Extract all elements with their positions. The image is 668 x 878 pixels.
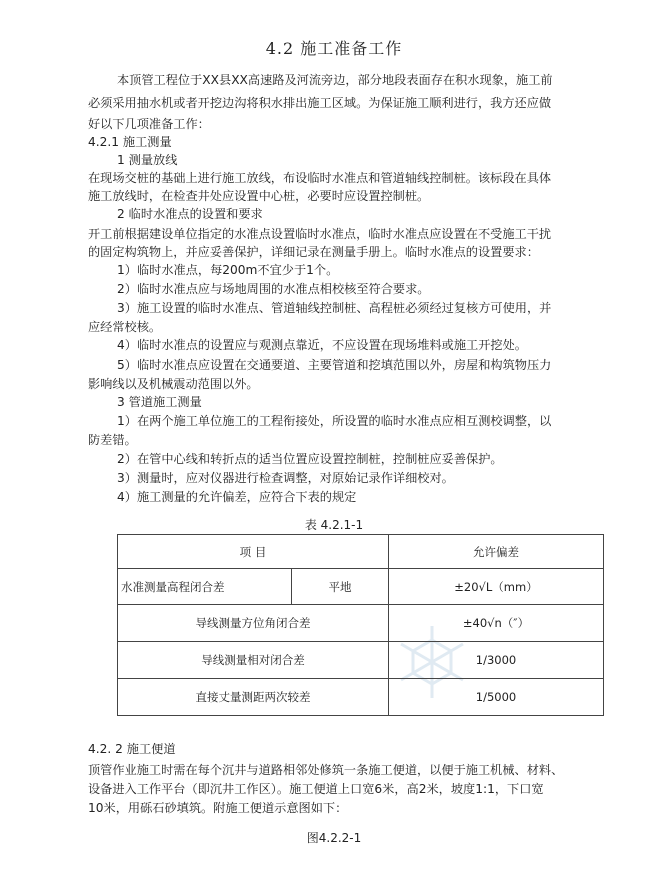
table-header-row [118,535,604,569]
intro-line: 本顶管工程位于XX县XX高速路及河流旁边，部分地段表面存在积水现象，施工前 [117,73,553,87]
cell-allow: 1/5000 [389,679,604,716]
list-item: 4）临时水准点的设置应与观测点靠近，不应设置在现场堆料或施工开挖处。 [117,338,527,352]
list-item: 3）施工设置的临时水准点、管道轴线控制桩、高程桩必须经过复核方可使用，并 [117,301,552,315]
subheading-2: 2 临时水准点的设置和要求 [117,207,263,221]
table-row [118,679,604,716]
paragraph-line: 10米，用砾石砂填筑。附施工便道示意图如下： [88,801,348,815]
cell-item: 水准测量高程闭合差 [118,569,292,605]
list-item: 应经常校核。 [88,320,162,334]
cell-item: 导线测量方位角闭合差 [118,605,389,642]
table-row [118,642,604,679]
header-allow-cell: 允许偏差 [389,535,604,569]
heading-4-2-1: 4.2.1 施工测量 [88,135,172,149]
heading-4-2-2: 4.2. 2 施工便道 [88,742,176,756]
intro-line: 必须采用抽水机或者开挖边沟将积水排出施工区域。为保证施工顺利进行，我方还应做 [88,96,552,110]
header-item-cell: 项 目 [118,535,389,569]
cell-sub: 平地 [292,569,389,605]
list-item: 1）临时水准点，每200m不宜少于1个。 [117,263,339,277]
list-item: 2）临时水准点应与场地周围的水准点相校核至符合要求。 [117,282,430,296]
subheading-1: 1 测量放线 [117,153,178,167]
list-item: 4）施工测量的允许偏差，应符合下表的规定 [117,490,357,504]
paragraph-line: 施工放线时，在检查井处应设置中心桩，必要时应设置控制桩。 [88,189,430,203]
list-item: 3）测量时，应对仪器进行检查调整，对原始记录作详细校对。 [117,471,454,485]
paragraph-line: 的固定构筑物上，并应妥善保护，详细记录在测量手册上。临时水准点的设置要求： [88,245,539,259]
cell-allow: ±20√L（mm） [389,569,604,605]
list-item: 5）临时水准点应设置在交通要道、主要管道和挖填范围以外，房屋和构筑物压力 [117,358,552,372]
cell-allow: 1/3000 [389,642,604,679]
list-item: 2）在管中心线和转折点的适当位置应设置控制桩，控制桩应妥善保护。 [117,452,503,466]
list-item: 影响线以及机械震动范围以外。 [88,377,259,391]
figure-caption: 图4.2.2-1 [306,831,362,845]
intro-line: 好以下几项准备工作： [88,117,210,131]
paragraph-line: 顶管作业施工时需在每个沉井与道路相邻处修筑一条施工便道，以便于施工机械、材料、 [88,763,564,777]
paragraph-line: 设备进入工作平台（即沉井工作区）。施工便道上口宽6米，高2米，坡度1:1，下口宽 [88,782,544,796]
list-item: 防差错。 [88,433,137,447]
paragraph-line: 开工前根据建设单位指定的水准点设置临时水准点，临时水准点应设置在不受施工干扰 [88,227,552,241]
table-row [118,605,604,642]
section-title: 4.2 施工准备工作 [265,39,403,58]
cell-allow: ±40√n（″） [389,605,604,642]
subheading-3: 3 管道施工测量 [117,395,202,409]
list-item: 1）在两个施工单位施工的工程衔接处，所设置的临时水准点应相互测校调整，以 [117,414,552,428]
table-row [118,569,604,605]
tolerance-table [117,534,604,716]
cell-item: 导线测量相对闭合差 [118,642,389,679]
table-caption: 表 4.2.1-1 [304,518,364,532]
paragraph-line: 在现场交桩的基础上进行施工放线，布设临时水准点和管道轴线控制桩。该标段在具体 [88,171,552,185]
cell-item: 直接丈量测距两次较差 [118,679,389,716]
